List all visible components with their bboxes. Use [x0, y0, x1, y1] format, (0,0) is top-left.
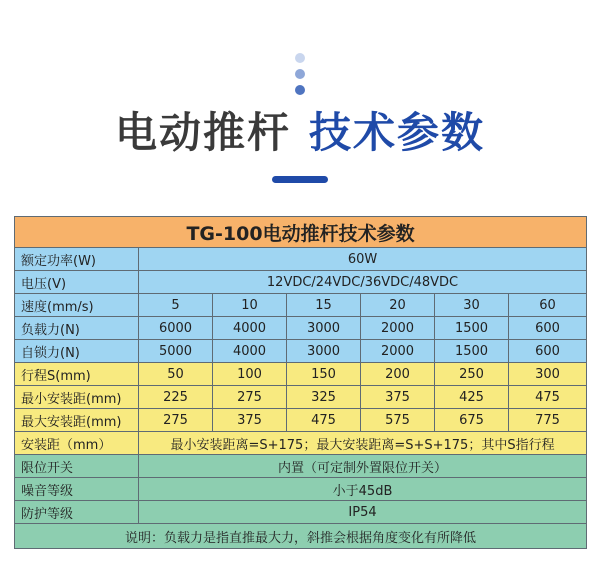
row-label: 负载力(N)	[15, 317, 139, 340]
row-label: 防护等级	[15, 501, 139, 524]
table-cell: 325	[287, 386, 361, 409]
table-cell: 1500	[435, 317, 509, 340]
table-note: 说明：负载力是指直推最大力，斜推会根据角度变化有所降低	[15, 524, 587, 549]
table-row-min-install	[15, 386, 587, 409]
table-cell: 6000	[139, 317, 213, 340]
table-cell: 250	[435, 363, 509, 386]
table-cell: 775	[509, 409, 587, 432]
table-cell: 275	[139, 409, 213, 432]
table-row-voltage	[15, 271, 587, 294]
dot-top	[295, 53, 305, 63]
table-row-protection	[15, 501, 587, 524]
table-cell: 20	[361, 294, 435, 317]
row-label: 最小安装距(mm)	[15, 386, 139, 409]
table-row-stroke	[15, 363, 587, 386]
table-cell: 15	[287, 294, 361, 317]
table-cell: 4000	[213, 317, 287, 340]
table-cell: 600	[509, 340, 587, 363]
table-cell: 575	[361, 409, 435, 432]
row-label: 噪音等级	[15, 478, 139, 501]
table-row-install-distance	[15, 432, 587, 455]
table-cell: 5000	[139, 340, 213, 363]
table-cell: 50	[139, 363, 213, 386]
title-underline	[272, 176, 328, 183]
table-cell: 150	[287, 363, 361, 386]
table-cell: 225	[139, 386, 213, 409]
row-label: 自锁力(N)	[15, 340, 139, 363]
table-cell: 2000	[361, 317, 435, 340]
row-value: 60W	[139, 248, 587, 271]
table-cell: 3000	[287, 340, 361, 363]
spec-table	[14, 216, 587, 549]
row-value: 小于45dB	[139, 478, 587, 501]
page-title-part1: 电动推杆	[114, 108, 291, 157]
table-title-row	[15, 217, 587, 248]
row-label: 行程S(mm)	[15, 363, 139, 386]
row-value: 12VDC/24VDC/36VDC/48VDC	[139, 271, 587, 294]
decorative-dots	[293, 53, 307, 101]
dot-middle	[295, 69, 305, 79]
table-cell: 200	[361, 363, 435, 386]
row-value: 内置（可定制外置限位开关）	[139, 455, 587, 478]
table-row-speed	[15, 294, 587, 317]
row-label: 额定功率(W)	[15, 248, 139, 271]
row-label: 安装距（mm）	[15, 432, 139, 455]
table-cell: 675	[435, 409, 509, 432]
table-cell: 3000	[287, 317, 361, 340]
table-cell: 475	[509, 386, 587, 409]
table-cell: 60	[509, 294, 587, 317]
table-title: TG-100电动推杆技术参数	[15, 217, 587, 248]
table-row-noise	[15, 478, 587, 501]
table-cell: 475	[287, 409, 361, 432]
table-cell: 375	[213, 409, 287, 432]
table-row-limit-switch	[15, 455, 587, 478]
table-cell: 425	[435, 386, 509, 409]
page-title	[0, 100, 600, 160]
table-cell: 600	[509, 317, 587, 340]
table-cell: 100	[213, 363, 287, 386]
row-label: 限位开关	[15, 455, 139, 478]
row-value: 最小安装距离=S+175；最大安装距离=S+S+175；其中S指行程	[139, 432, 587, 455]
table-cell: 275	[213, 386, 287, 409]
table-cell: 300	[509, 363, 587, 386]
table-row-note	[15, 524, 587, 549]
page-title-part2: 技术参数	[309, 108, 486, 157]
table-row-load	[15, 317, 587, 340]
table-row-max-install	[15, 409, 587, 432]
table-row-rated-power	[15, 248, 587, 271]
table-cell: 2000	[361, 340, 435, 363]
table-cell: 375	[361, 386, 435, 409]
row-value: IP54	[139, 501, 587, 524]
row-label: 速度(mm/s)	[15, 294, 139, 317]
table-cell: 10	[213, 294, 287, 317]
table-cell: 30	[435, 294, 509, 317]
table-cell: 1500	[435, 340, 509, 363]
row-label: 最大安装距(mm)	[15, 409, 139, 432]
dot-bottom	[295, 85, 305, 95]
table-row-self-lock	[15, 340, 587, 363]
row-label: 电压(V)	[15, 271, 139, 294]
table-cell: 4000	[213, 340, 287, 363]
table-cell: 5	[139, 294, 213, 317]
